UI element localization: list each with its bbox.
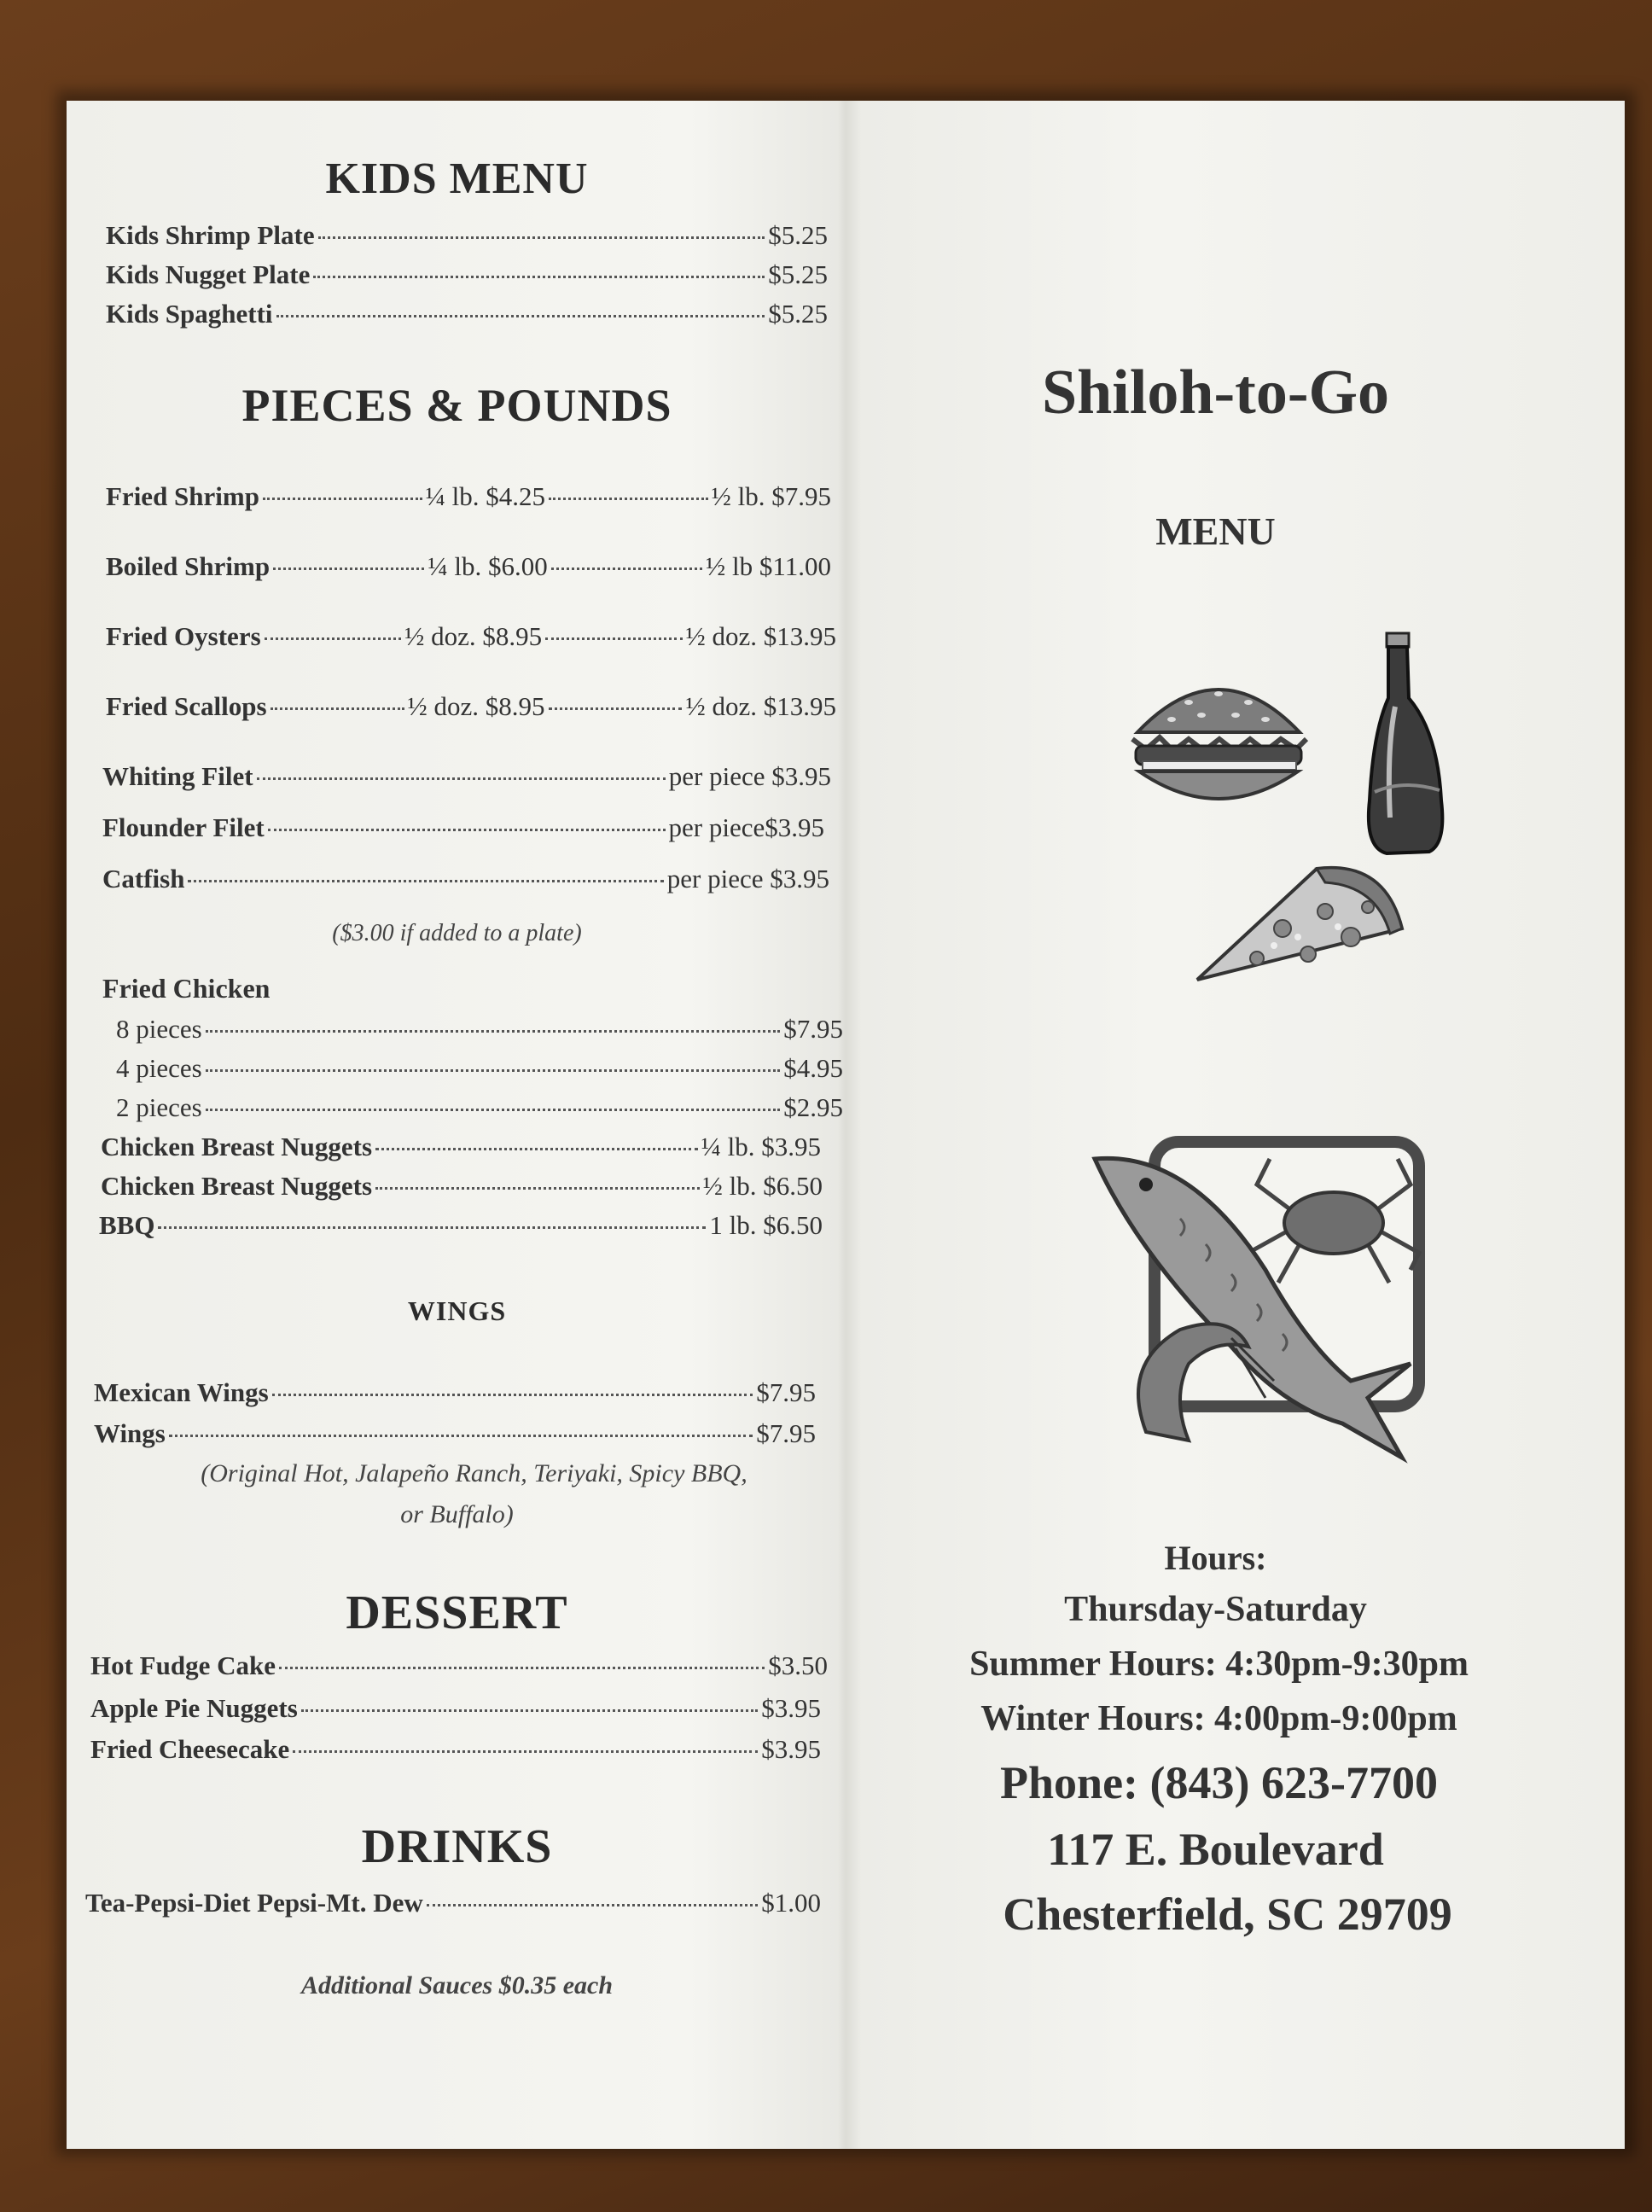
dot-leader	[313, 276, 765, 278]
cover-panel	[847, 101, 1625, 2149]
dot-leader	[549, 498, 708, 500]
item-price: $4.95	[783, 1053, 843, 1083]
item-small-price: ¼ lb. $6.00	[428, 551, 548, 581]
menu-item	[101, 1171, 823, 1202]
item-name: Apple Pie Nuggets	[90, 1693, 298, 1723]
menu-item	[102, 864, 829, 894]
item-name: Fried Shrimp	[106, 481, 259, 511]
hamburger-icon	[1120, 664, 1317, 818]
menu-item	[94, 1377, 816, 1408]
item-price: 1 lb. $6.50	[709, 1210, 823, 1240]
dot-leader	[206, 1069, 781, 1072]
wings-flavors-note: (Original Hot, Jalapeño Ranch, Teriyaki, Spicy BBQ,	[201, 1459, 747, 1487]
item-price: $5.25	[768, 220, 828, 250]
dessert-title: DESSERT	[346, 1586, 568, 1639]
dot-leader	[273, 568, 424, 570]
dot-leader	[158, 1226, 706, 1229]
dot-leader	[545, 637, 682, 640]
item-price: $5.25	[768, 299, 828, 329]
item-price: per piece $3.95	[668, 761, 831, 791]
dot-leader	[270, 707, 404, 710]
hours-label: Hours:	[1164, 1539, 1267, 1577]
item-name: Hot Fudge Cake	[90, 1650, 276, 1680]
item-price: ½ doz. $13.95	[685, 621, 837, 651]
dot-leader	[206, 1030, 781, 1033]
item-name: Fried Cheesecake	[90, 1734, 290, 1764]
dot-leader	[279, 1667, 765, 1669]
item-price: ½ lb $11.00	[706, 551, 832, 581]
dot-leader	[276, 315, 765, 317]
menu-item	[106, 691, 836, 722]
dot-leader	[206, 1109, 781, 1111]
soda-bottle-icon	[1352, 630, 1463, 860]
menu-item	[102, 812, 824, 843]
sauces-note: Additional Sauces $0.35 each	[300, 1971, 614, 2000]
menu-item	[106, 299, 828, 329]
menu-item	[106, 220, 828, 251]
item-price: ½ doz. $13.95	[685, 691, 836, 721]
menu-item	[99, 1210, 823, 1241]
menu-item	[116, 1092, 843, 1123]
fried-chicken-header: Fried Chicken	[102, 973, 270, 1004]
restaurant-name: Shiloh-to-Go	[1041, 358, 1390, 428]
dot-leader	[551, 568, 702, 570]
item-name: Fried Scallops	[106, 691, 267, 721]
item-name: Mexican Wings	[94, 1377, 269, 1407]
item-price: per piece $3.95	[666, 864, 829, 894]
item-price: $5.25	[768, 259, 828, 289]
address-line-1: 117 E. Boulevard	[1047, 1824, 1384, 1875]
menu-item	[116, 1014, 843, 1045]
item-name: Tea-Pepsi-Diet Pepsi-Mt. Dew	[85, 1888, 423, 1918]
item-price: $3.95	[761, 1693, 821, 1723]
dot-leader	[263, 498, 422, 500]
dot-leader	[293, 1750, 758, 1753]
item-name: BBQ	[99, 1210, 155, 1240]
wings-flavors-note-2: or Buffalo)	[400, 1500, 514, 1528]
item-price: $7.95	[756, 1377, 816, 1407]
menu-item	[101, 1132, 821, 1162]
dot-leader	[375, 1148, 698, 1150]
dot-leader	[257, 777, 666, 780]
menu-item	[102, 761, 831, 792]
dot-leader	[301, 1709, 758, 1712]
open-days: Thursday-Saturday	[1064, 1590, 1367, 1629]
item-price: ¼ lb. $3.95	[701, 1132, 821, 1161]
item-name: Catfish	[102, 864, 185, 894]
menu-item	[94, 1418, 816, 1449]
menu-item	[85, 1888, 821, 1918]
item-name: Wings	[94, 1418, 166, 1448]
item-name: Kids Spaghetti	[106, 299, 273, 329]
item-name: Kids Shrimp Plate	[106, 220, 315, 250]
item-name: Chicken Breast Nuggets	[101, 1171, 373, 1201]
item-name: Whiting Filet	[102, 761, 253, 791]
item-price: ½ lb. $7.95	[711, 481, 832, 511]
item-price: $2.95	[783, 1092, 843, 1122]
menu-item	[106, 259, 828, 290]
dot-leader	[268, 829, 666, 831]
item-small-price: ½ doz. $8.95	[407, 691, 545, 721]
item-price: ½ lb. $6.50	[702, 1171, 823, 1201]
menu-item	[106, 621, 836, 652]
item-name: Kids Nugget Plate	[106, 259, 311, 289]
item-name: Boiled Shrimp	[106, 551, 270, 581]
drinks-title: DRINKS	[361, 1820, 553, 1873]
phone-number: Phone: (843) 623-7700	[1000, 1757, 1438, 1808]
dot-leader	[549, 707, 683, 710]
item-name: Flounder Filet	[102, 812, 265, 842]
item-price: $7.95	[756, 1418, 816, 1448]
dot-leader	[272, 1394, 753, 1396]
item-name: 2 pieces	[116, 1092, 202, 1122]
item-price: $1.00	[761, 1888, 821, 1918]
kids-menu-title: KIDS MENU	[325, 154, 589, 203]
dot-leader	[427, 1904, 759, 1906]
item-price: per piece$3.95	[668, 812, 824, 842]
pieces-pounds-title: PIECES & POUNDS	[241, 380, 672, 431]
item-price: $3.50	[768, 1650, 828, 1680]
item-small-price: ¼ lb. $4.25	[425, 481, 545, 511]
dot-leader	[318, 236, 765, 239]
menu-item	[90, 1734, 821, 1765]
menu-label: MENU	[1155, 509, 1276, 553]
dot-leader	[375, 1187, 700, 1190]
dot-leader	[188, 880, 663, 882]
item-small-price: ½ doz. $8.95	[404, 621, 543, 651]
menu-item	[106, 551, 831, 582]
menu-item	[90, 1693, 821, 1724]
item-name: 8 pieces	[116, 1014, 202, 1044]
item-name: Fried Oysters	[106, 621, 261, 651]
menu-item	[116, 1053, 843, 1084]
winter-hours: Winter Hours: 4:00pm-9:00pm	[980, 1699, 1457, 1738]
dot-leader	[265, 637, 401, 640]
inside-menu-panel	[67, 101, 847, 2149]
filet-note: ($3.00 if added to a plate)	[332, 920, 582, 946]
summer-hours: Summer Hours: 4:30pm-9:30pm	[969, 1644, 1469, 1684]
dot-leader	[169, 1435, 753, 1437]
pizza-slice-icon	[1189, 852, 1411, 1005]
menu-item	[90, 1650, 828, 1681]
menu-item	[106, 481, 831, 512]
address-line-2: Chesterfield, SC 29709	[1003, 1889, 1452, 1940]
item-name: 4 pieces	[116, 1053, 202, 1083]
item-price: $3.95	[761, 1734, 821, 1764]
seafood-fish-crab-shrimp-icon	[1086, 1125, 1445, 1483]
item-price: $7.95	[783, 1014, 843, 1044]
wings-title: WINGS	[407, 1295, 507, 1326]
item-name: Chicken Breast Nuggets	[101, 1132, 373, 1161]
menu-paper	[67, 101, 1625, 2149]
